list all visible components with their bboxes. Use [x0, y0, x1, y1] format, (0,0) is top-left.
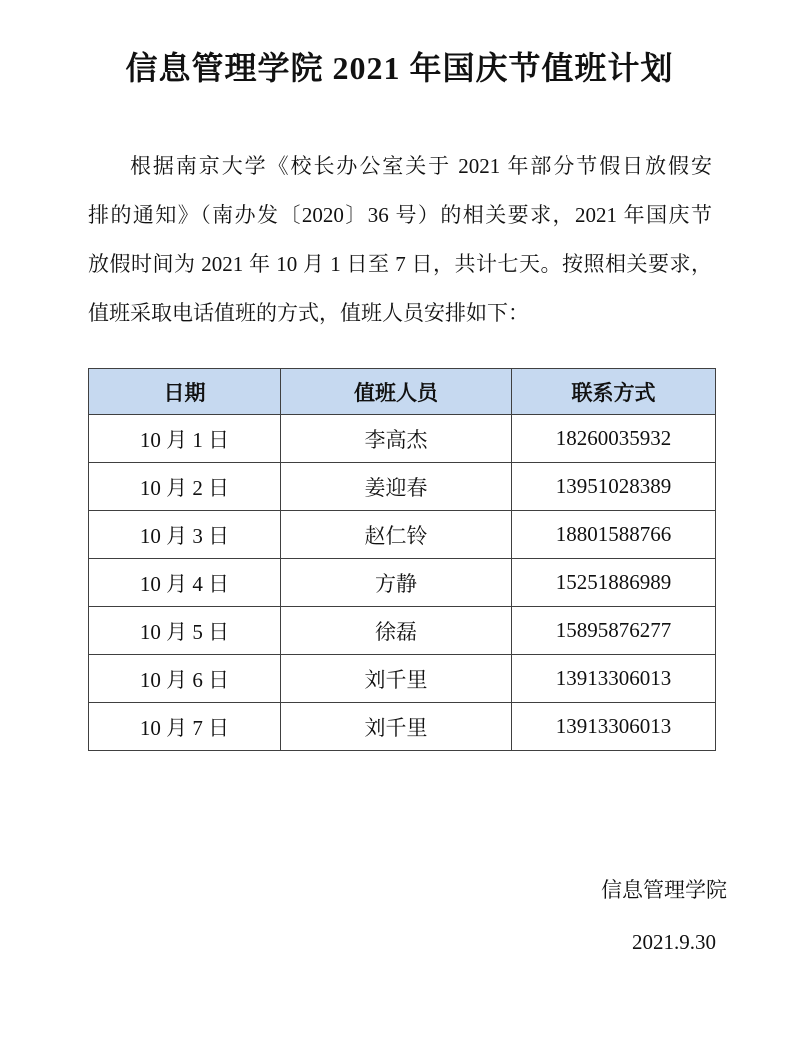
header-row: [89, 369, 716, 415]
cell-date: 10 月 7 日: [89, 703, 281, 751]
header-cell-date: 日期: [89, 369, 281, 415]
table-row: [89, 703, 716, 751]
cell-date: 10 月 1 日: [89, 415, 281, 463]
cell-person: 赵仁铃: [281, 511, 512, 559]
page-title: 信息管理学院 2021 年国庆节值班计划: [125, 50, 674, 86]
signature-date: 2021.9.30: [632, 930, 716, 954]
duty-table-header: [89, 369, 716, 415]
cell-date: 10 月 6 日: [89, 655, 281, 703]
cell-phone: 15251886989: [512, 559, 716, 607]
cell-person: 刘千里: [281, 655, 512, 703]
cell-person: 李高杰: [281, 415, 512, 463]
cell-date: 10 月 3 日: [89, 511, 281, 559]
table-row: [89, 607, 716, 655]
paragraph-line: 放假时间为 2021 年 10 月 1 日至 7 日，共计七天。按照相关要求，: [88, 252, 712, 276]
cell-phone: 18801588766: [512, 511, 716, 559]
cell-phone: 13951028389: [512, 463, 716, 511]
table-row: [89, 415, 716, 463]
table-row: [89, 559, 716, 607]
paragraph-line: 值班采取电话值班的方式，值班人员安排如下：: [88, 301, 529, 325]
cell-person: 刘千里: [281, 703, 512, 751]
cell-phone: 13913306013: [512, 703, 716, 751]
header-cell-phone: 联系方式: [512, 369, 716, 415]
signature-org: 信息管理学院: [601, 878, 727, 902]
cell-person: 姜迎春: [281, 463, 512, 511]
cell-phone: 18260035932: [512, 415, 716, 463]
cell-phone: 15895876277: [512, 607, 716, 655]
table-row: [89, 511, 716, 559]
cell-date: 10 月 4 日: [89, 559, 281, 607]
table-row: [89, 463, 716, 511]
duty-schedule-table: [88, 368, 716, 751]
body-paragraph: [88, 142, 712, 338]
cell-date: 10 月 2 日: [89, 463, 281, 511]
signature-block: [0, 875, 799, 957]
table-row: [89, 655, 716, 703]
paragraph-line: 根据南京大学《校长办公室关于 2021 年部分节假日放假安: [130, 154, 712, 178]
cell-phone: 13913306013: [512, 655, 716, 703]
header-cell-person: 值班人员: [281, 369, 512, 415]
paragraph-line: 排的通知》（南办发〔2020〕36 号）的相关要求，2021 年国庆节: [88, 203, 712, 227]
cell-date: 10 月 5 日: [89, 607, 281, 655]
cell-person: 方静: [281, 559, 512, 607]
cell-person: 徐磊: [281, 607, 512, 655]
